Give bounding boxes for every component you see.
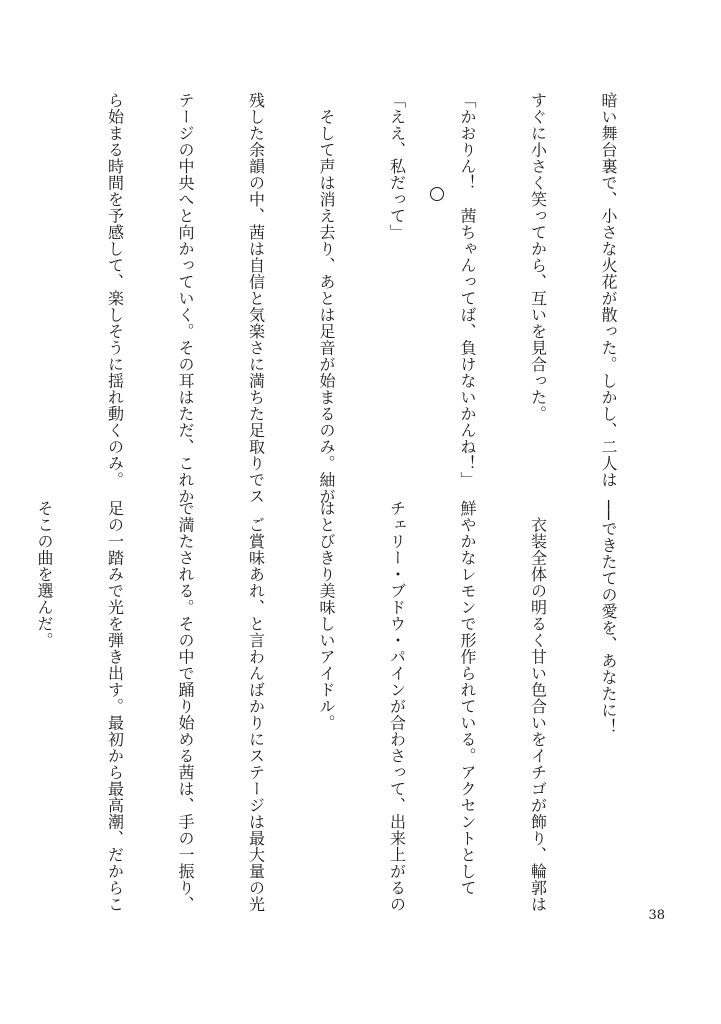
scene-break-circle-icon — [430, 187, 444, 201]
paragraph: 「ええ、私だって」 — [387, 92, 407, 241]
paragraph: 暗い舞台裏で、小さな火花が散った。しかし、二人は — [599, 92, 618, 488]
paragraph: 衣装全体の明るく甘い色合いをイチゴが飾り、輪郭は — [528, 500, 548, 913]
paragraph: テージの中央へと向かっていく。その耳はただ、これか — [176, 92, 195, 505]
lower-text-block — [35, 500, 667, 913]
paragraph: ──できたての愛を、あなたに！ — [599, 500, 618, 735]
paragraph: そして声は消え去り、あとは足音が始まるのみ。紬が — [317, 92, 336, 505]
paragraph: そこの曲を選んだ。 — [35, 500, 54, 649]
paragraph: すぐに小さく笑ってから、互いを見合った。 — [528, 92, 548, 422]
paragraph: はとびきり美味しいアイドル。 — [317, 500, 336, 731]
paragraph: ら始まる時間を予感して、楽しそうに揺れ動くのみ。 — [105, 92, 125, 488]
paragraph: 足の一踏みで光を弾き出す。最初から最高潮、だからこ — [105, 500, 125, 913]
paragraph: 残した余韻の中、茜は自信と気楽さに満ちた足取りでス — [246, 92, 266, 505]
page-number: 38 — [648, 908, 665, 923]
blank-line — [33, 92, 57, 472]
paragraph: チェリー・ブドウ・パインが合わさって、出来上がるの — [387, 500, 407, 913]
upper-text-block — [67, 92, 667, 505]
paragraph: 鮮やかなレモンで形作られている。アクセントとして — [458, 500, 477, 896]
paragraph: 「かおりん！ 茜ちゃんってば、負けないかんね！」 — [458, 92, 477, 488]
paragraph: で満たされる。その中で踊り始める茜は、手の一振り、 — [176, 500, 195, 913]
paragraph: ご賞味あれ、と言わんばかりにステージは最大量の光 — [246, 500, 266, 913]
